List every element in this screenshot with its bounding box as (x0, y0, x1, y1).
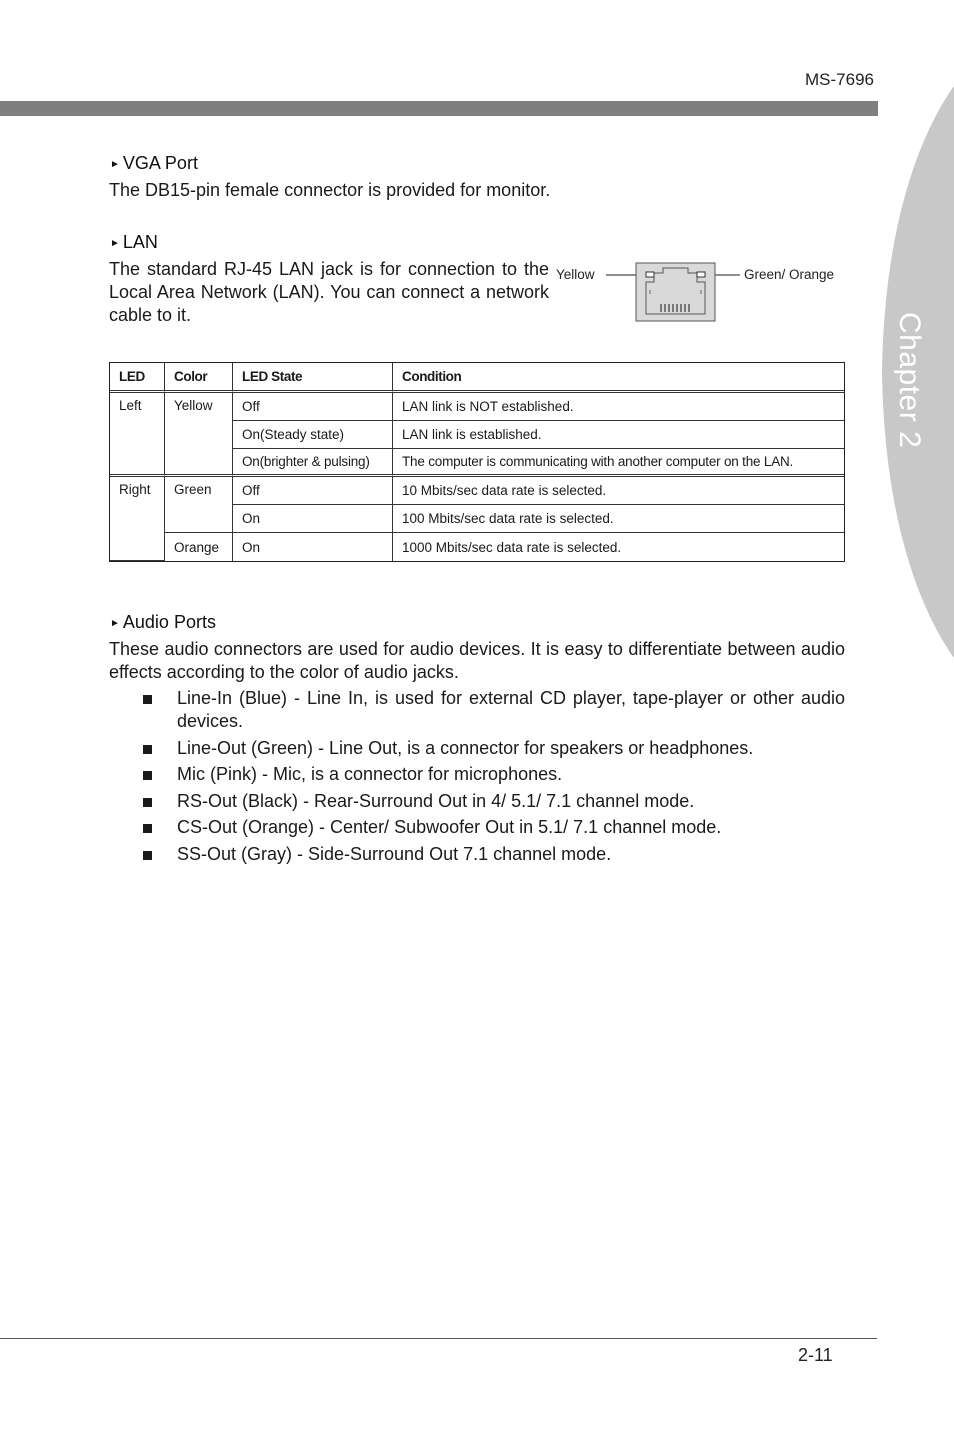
header-bar (0, 101, 878, 116)
condition-cell: LAN link is established. (393, 421, 844, 449)
state-cell: On(Steady state) (233, 421, 393, 449)
condition-cell: 100 Mbits/sec data rate is selected. (393, 505, 844, 533)
lan-title: LAN (122, 232, 158, 252)
led-cell: Right (110, 477, 165, 561)
color-cell: Green (165, 477, 233, 533)
state-cell: On (233, 533, 393, 561)
list-item-text: RS-Out (Black) - Rear-Surround Out in 4/ 5.1/ 7.1 channel mode. (177, 790, 695, 811)
list-item-text: CS-Out (Orange) - Center/ Subwoofer Out in 5.1/ 7.1 channel mode. (177, 817, 722, 837)
table-row (110, 477, 844, 505)
square-bullet-icon (143, 695, 152, 704)
list-item-text: Line-In (Blue) - Line In, is used for external CD player, tape-player or other audio devices. (177, 688, 845, 731)
condition-cell: 1000 Mbits/sec data rate is selected. (402, 539, 622, 555)
square-bullet-icon (143, 824, 152, 833)
list-item (143, 737, 845, 760)
color-cell: Yellow (165, 393, 233, 477)
vga-heading (110, 153, 198, 174)
led-status-table (109, 362, 845, 562)
chapter-label: Chapter 2 (893, 312, 926, 449)
condition-cell: 10 Mbits/sec data rate is selected. (393, 477, 844, 505)
audio-port-list (143, 687, 845, 869)
led-cell: Left (110, 393, 165, 477)
vga-description: The DB15-pin female connector is provided for monitor. (109, 180, 551, 200)
state-cell: On (233, 505, 393, 533)
condition-cell: LAN link is NOT established. (393, 393, 844, 421)
column-header: LED State (233, 363, 393, 393)
lan-jack-diagram (554, 260, 854, 330)
list-item-text: Mic (Pink) - Mic, is a connector for microphones. (177, 764, 563, 784)
lan-heading (110, 232, 158, 253)
yellow-led-label: Yellow (556, 267, 595, 282)
list-item (143, 843, 845, 866)
table-row (110, 393, 844, 421)
triangle-right-icon: ► (110, 238, 120, 249)
audio-description: These audio connectors are used for audio devices. It is easy to differentiate between audio effects according to the color of audio jacks. (109, 639, 845, 682)
lan-description: The standard RJ-45 LAN jack is for connection to the Local Area Network (LAN). You can connect a network cable to it. (109, 259, 549, 325)
table-header-row (110, 363, 844, 393)
list-item-text: Line-Out (Green) - Line Out, is a connector for speakers or headphones. (177, 737, 754, 758)
rj45-jack-icon (554, 260, 854, 330)
state-cell: On(brighter & pulsing) (233, 449, 393, 477)
state-cell: Off (233, 393, 393, 421)
column-header: Condition (393, 363, 844, 393)
state-cell: Off (233, 477, 393, 505)
triangle-right-icon: ► (110, 159, 120, 170)
green-orange-led-label: Green/ Orange (744, 267, 835, 282)
table-row (110, 533, 844, 561)
list-item (143, 816, 845, 839)
square-bullet-icon (143, 745, 152, 754)
footer-rule (0, 1338, 877, 1339)
audio-heading (110, 612, 216, 633)
triangle-right-icon: ► (110, 618, 120, 629)
square-bullet-icon (143, 851, 152, 860)
audio-title: Audio Ports (122, 612, 216, 632)
color-cell: Orange (165, 533, 233, 561)
square-bullet-icon (143, 798, 152, 807)
page-number: 2-11 (798, 1345, 833, 1365)
condition-cell: The computer is communicating with another computer on the LAN. (393, 449, 844, 477)
list-item (143, 763, 845, 786)
square-bullet-icon (143, 771, 152, 780)
column-header: Color (165, 363, 233, 393)
list-item (143, 687, 845, 733)
vga-title: VGA Port (122, 153, 198, 173)
list-item-text: SS-Out (Gray) - Side-Surround Out 7.1 channel mode. (177, 843, 612, 864)
model-number: MS-7696 (805, 70, 874, 89)
list-item (143, 790, 845, 813)
column-header: LED (110, 363, 165, 393)
